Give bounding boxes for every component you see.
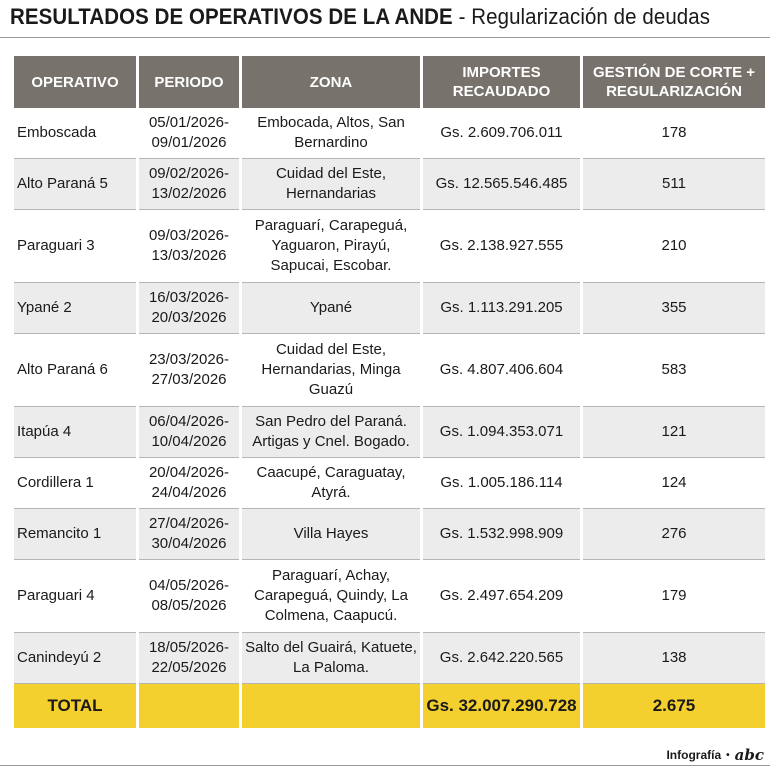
cell-zona: Embocada, Altos, San Bernardino <box>242 108 420 159</box>
cell-operativo: Emboscada <box>14 108 136 159</box>
col-header-periodo: PERIODO <box>139 56 239 108</box>
cell-periodo: 05/01/2026-09/01/2026 <box>139 108 239 159</box>
cell-importe: Gs. 1.005.186.114 <box>423 458 580 509</box>
cell-gestion: 124 <box>583 458 765 509</box>
cell-periodo: 27/04/2026-30/04/2026 <box>139 509 239 560</box>
cell-importe: Gs. 1.532.998.909 <box>423 509 580 560</box>
cell-periodo: 23/03/2026-27/03/2026 <box>139 334 239 407</box>
total-importe: Gs. 32.007.290.728 <box>423 684 580 728</box>
cell-gestion: 511 <box>583 159 765 210</box>
cell-zona: Salto del Guairá, Katuete, La Paloma. <box>242 633 420 684</box>
cell-zona: San Pedro del Paraná. Artigas y Cnel. Bogado. <box>242 407 420 458</box>
cell-gestion: 210 <box>583 210 765 283</box>
separator-dot: • <box>726 749 730 761</box>
cell-gestion: 178 <box>583 108 765 159</box>
cell-importe: Gs. 2.642.220.565 <box>423 633 580 684</box>
cell-zona: Paraguarí, Carapeguá, Yaguaron, Pirayú, Sapucai, Escobar. <box>242 210 420 283</box>
cell-operativo: Alto Paraná 5 <box>14 159 136 210</box>
cell-periodo: 06/04/2026-10/04/2026 <box>139 407 239 458</box>
col-header-importes: IMPORTES RECAUDADO <box>423 56 580 108</box>
cell-importe: Gs. 2.609.706.011 <box>423 108 580 159</box>
cell-importe: Gs. 2.138.927.555 <box>423 210 580 283</box>
table-row <box>14 633 765 684</box>
cell-gestion: 179 <box>583 560 765 633</box>
cell-zona: Cuidad del Este, Hernandarias <box>242 159 420 210</box>
table-row <box>14 407 765 458</box>
page-title <box>10 4 710 30</box>
cell-gestion: 355 <box>583 283 765 334</box>
cell-periodo: 18/05/2026-22/05/2026 <box>139 633 239 684</box>
table-row <box>14 210 765 283</box>
table-row <box>14 560 765 633</box>
cell-periodo: 09/03/2026-13/03/2026 <box>139 210 239 283</box>
cell-zona: Paraguarí, Achay, Carapeguá, Quindy, La Colmena, Caapucú. <box>242 560 420 633</box>
col-header-gestion: GESTIÓN DE CORTE + REGULARIZACIÓN <box>583 56 765 108</box>
table-row <box>14 334 765 407</box>
table-row <box>14 108 765 159</box>
cell-operativo: Itapúa 4 <box>14 407 136 458</box>
cell-operativo: Paraguari 3 <box>14 210 136 283</box>
table-row <box>14 159 765 210</box>
operativos-table <box>11 56 768 728</box>
cell-gestion: 583 <box>583 334 765 407</box>
total-empty-zona <box>242 684 420 728</box>
table-header-row <box>14 56 765 108</box>
credit-text: Infografía <box>666 748 722 762</box>
cell-periodo: 09/02/2026-13/02/2026 <box>139 159 239 210</box>
bottom-divider <box>0 765 770 766</box>
cell-zona: Caacupé, Caraguatay, Atyrá. <box>242 458 420 509</box>
cell-zona: Villa Hayes <box>242 509 420 560</box>
cell-operativo: Remancito 1 <box>14 509 136 560</box>
title-main: RESULTADOS DE OPERATIVOS DE LA ANDE <box>10 4 453 29</box>
total-row <box>14 684 765 728</box>
cell-importe: Gs. 2.497.654.209 <box>423 560 580 633</box>
cell-gestion: 121 <box>583 407 765 458</box>
table-row <box>14 458 765 509</box>
cell-operativo: Ypané 2 <box>14 283 136 334</box>
footer-credit <box>666 746 764 764</box>
cell-operativo: Alto Paraná 6 <box>14 334 136 407</box>
title-subtitle: - Regularización de deudas <box>452 4 711 29</box>
table-row <box>14 283 765 334</box>
cell-periodo: 20/04/2026-24/04/2026 <box>139 458 239 509</box>
cell-gestion: 276 <box>583 509 765 560</box>
cell-periodo: 04/05/2026-08/05/2026 <box>139 560 239 633</box>
cell-importe: Gs. 1.094.353.071 <box>423 407 580 458</box>
total-label: TOTAL <box>14 684 136 728</box>
col-header-operativo: OPERATIVO <box>14 56 136 108</box>
cell-zona: Ypané <box>242 283 420 334</box>
cell-gestion: 138 <box>583 633 765 684</box>
cell-importe: Gs. 4.807.406.604 <box>423 334 580 407</box>
cell-periodo: 16/03/2026-20/03/2026 <box>139 283 239 334</box>
cell-operativo: Cordillera 1 <box>14 458 136 509</box>
cell-importe: Gs. 12.565.546.485 <box>423 159 580 210</box>
cell-operativo: Paraguari 4 <box>14 560 136 633</box>
cell-operativo: Canindeyú 2 <box>14 633 136 684</box>
total-gestion: 2.675 <box>583 684 765 728</box>
abc-logo: abc <box>734 746 764 764</box>
cell-zona: Cuidad del Este, Hernandarias, Minga Guazú <box>242 334 420 407</box>
cell-importe: Gs. 1.113.291.205 <box>423 283 580 334</box>
total-empty-periodo <box>139 684 239 728</box>
title-divider <box>0 37 770 38</box>
table-row <box>14 509 765 560</box>
col-header-zona: ZONA <box>242 56 420 108</box>
